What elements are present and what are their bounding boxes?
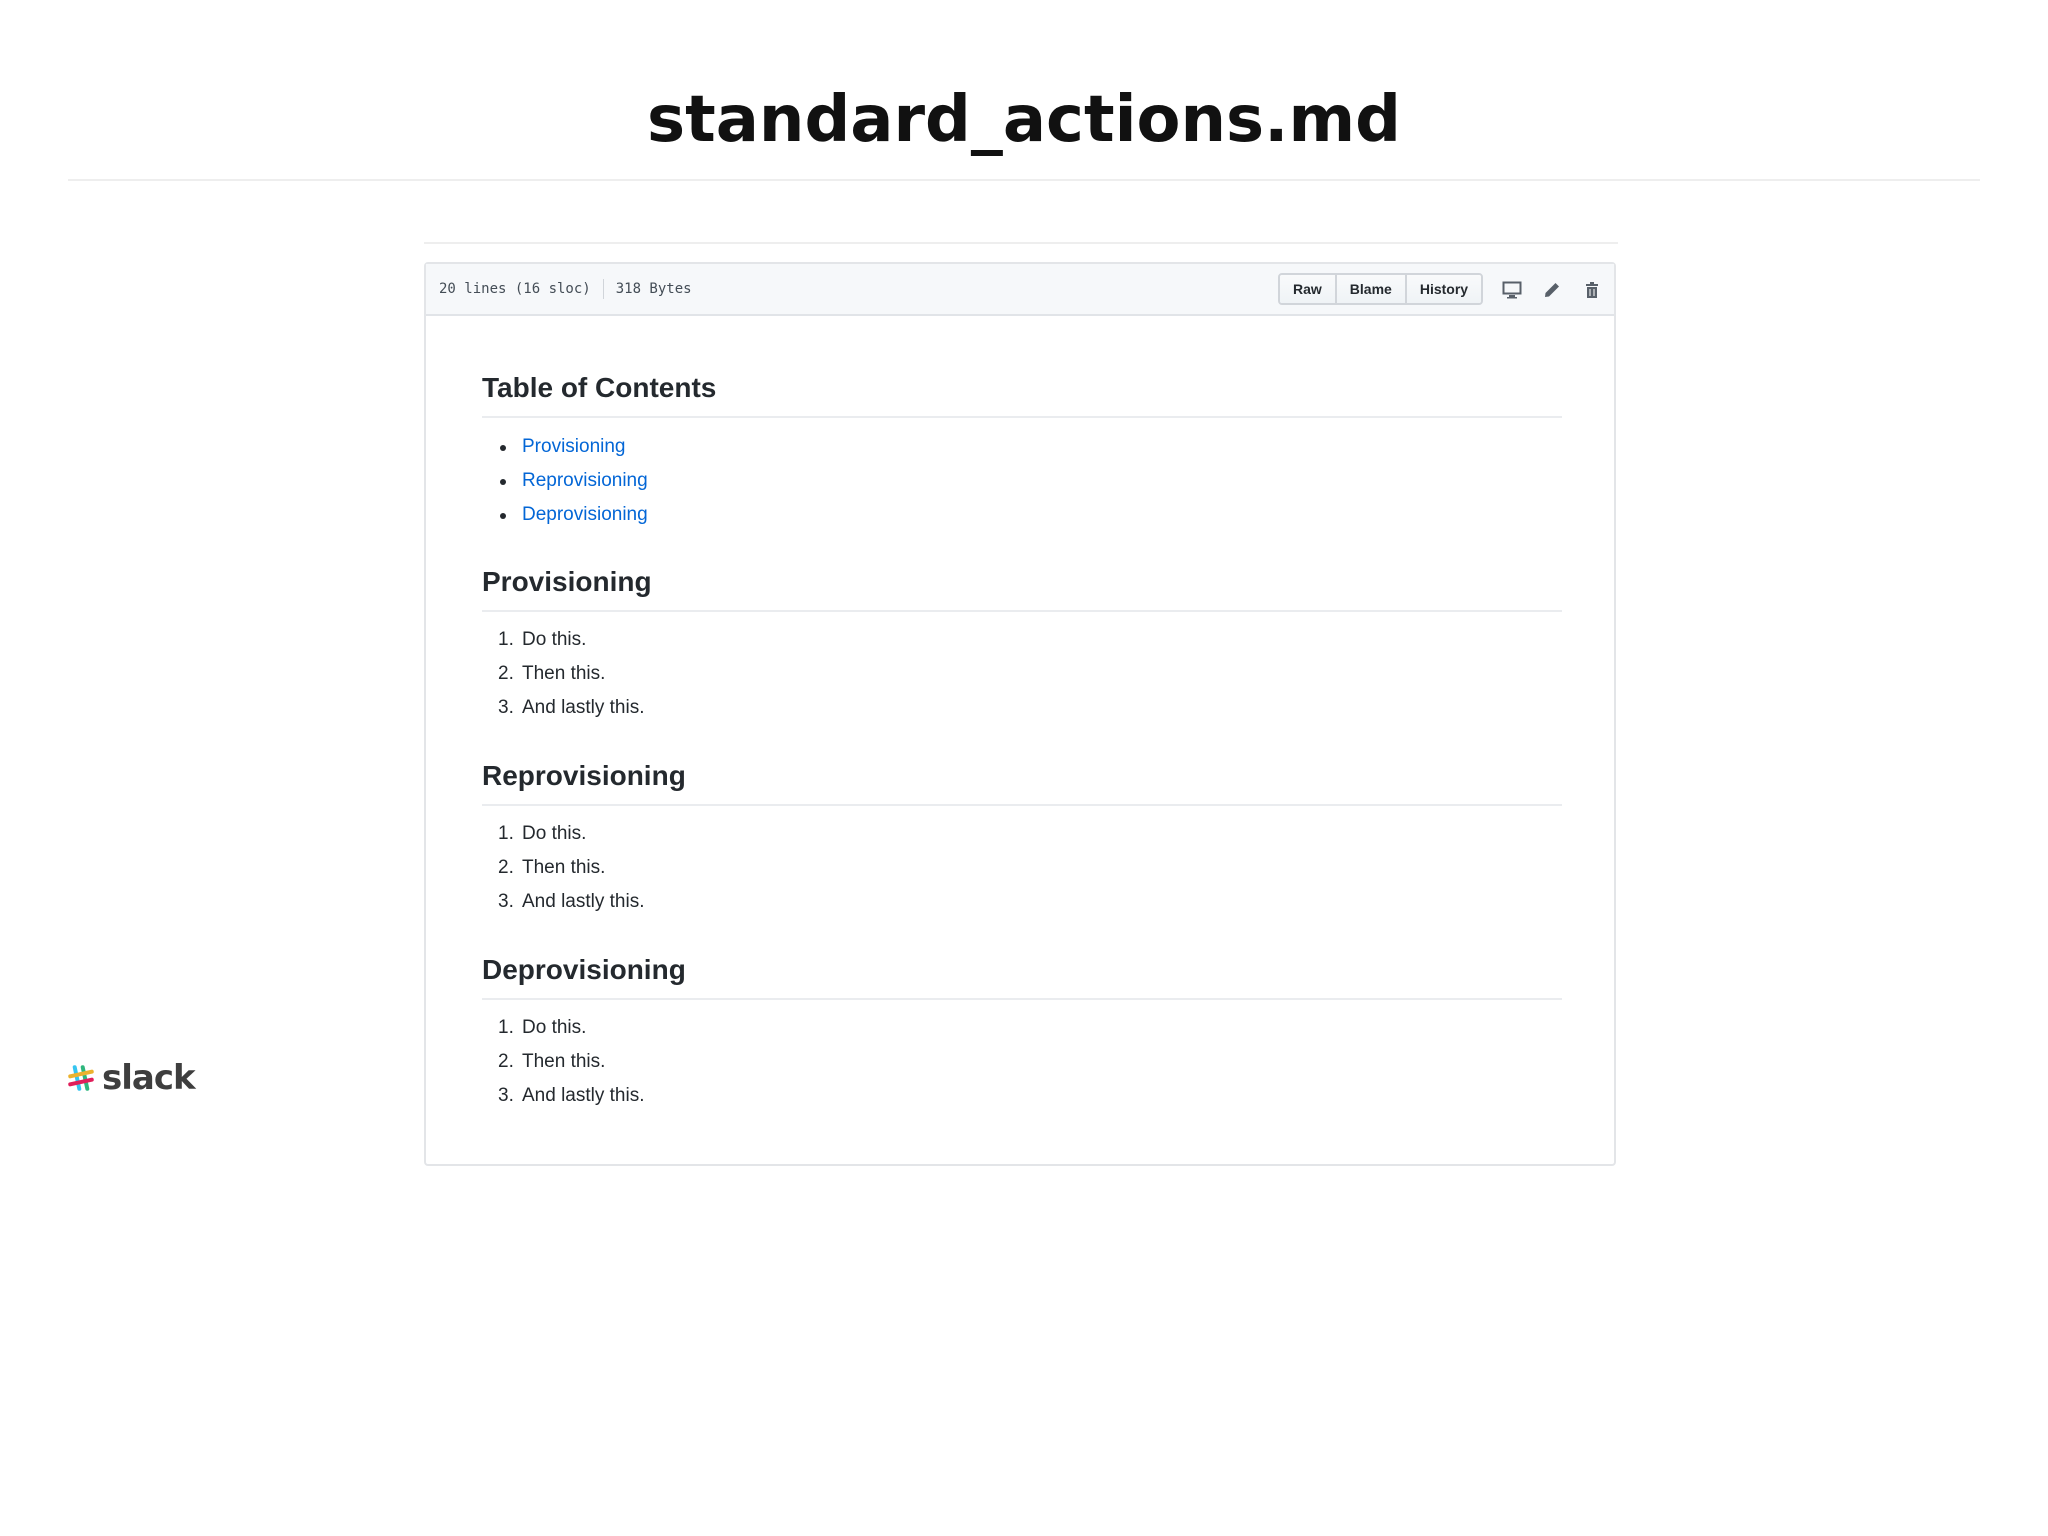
file-size: 318 Bytes — [615, 281, 692, 297]
section-heading-deprovisioning: Deprovisioning — [482, 952, 1562, 1000]
list-number: 1. — [498, 823, 514, 844]
list-item — [482, 657, 645, 691]
steps-list-provisioning — [482, 623, 645, 725]
list-item — [482, 430, 648, 464]
history-button[interactable]: History — [1407, 275, 1481, 303]
steps-list-reprovisioning — [482, 817, 645, 919]
list-item — [482, 885, 645, 919]
list-number: 2. — [498, 857, 514, 878]
bullet-marker — [500, 479, 506, 485]
steps-list-deprovisioning — [482, 1011, 645, 1113]
list-number: 2. — [498, 663, 514, 684]
title-divider — [68, 179, 1980, 181]
bullet-marker — [500, 445, 506, 451]
toc-link-provisioning[interactable]: Provisioning — [522, 436, 626, 457]
step-text: Then this. — [522, 663, 606, 684]
section-heading-provisioning: Provisioning — [482, 564, 1562, 612]
file-info — [439, 279, 692, 299]
list-item — [482, 464, 648, 498]
step-text: Then this. — [522, 1051, 606, 1072]
step-text: Then this. — [522, 857, 606, 878]
desktop-icon[interactable] — [1500, 278, 1524, 302]
list-number: 3. — [498, 697, 514, 718]
blame-button[interactable]: Blame — [1337, 275, 1407, 303]
list-item — [482, 623, 645, 657]
step-text: And lastly this. — [522, 697, 645, 718]
slack-logo — [66, 1058, 195, 1098]
list-item — [482, 498, 648, 532]
section-heading-reprovisioning: Reprovisioning — [482, 758, 1562, 806]
list-item — [482, 1011, 645, 1045]
list-item — [482, 1079, 645, 1113]
file-info-divider — [603, 279, 604, 299]
list-number: 3. — [498, 891, 514, 912]
list-item — [482, 691, 645, 725]
file-viewer-panel — [424, 262, 1616, 1166]
toc-list — [482, 430, 648, 532]
list-number: 1. — [498, 1017, 514, 1038]
toc-link-deprovisioning[interactable]: Deprovisioning — [522, 504, 648, 525]
step-text: Do this. — [522, 823, 587, 844]
line-count: 20 lines (16 sloc) — [439, 281, 591, 297]
slide-title: standard_actions.md — [647, 83, 1401, 157]
file-actions-button-group — [1278, 273, 1483, 305]
panel-top-divider — [424, 242, 1618, 244]
slack-hash-icon — [66, 1063, 96, 1093]
step-text: And lastly this. — [522, 1085, 645, 1106]
raw-button[interactable]: Raw — [1280, 275, 1337, 303]
list-number: 1. — [498, 629, 514, 650]
step-text: Do this. — [522, 1017, 587, 1038]
pencil-icon[interactable] — [1540, 278, 1564, 302]
list-number: 2. — [498, 1051, 514, 1072]
trash-icon[interactable] — [1580, 278, 1604, 302]
list-number: 3. — [498, 1085, 514, 1106]
list-item — [482, 817, 645, 851]
list-item — [482, 851, 645, 885]
slack-wordmark: slack — [102, 1058, 195, 1098]
step-text: Do this. — [522, 629, 587, 650]
step-text: And lastly this. — [522, 891, 645, 912]
toc-heading: Table of Contents — [482, 370, 1562, 418]
file-header — [426, 264, 1614, 316]
toc-link-reprovisioning[interactable]: Reprovisioning — [522, 470, 648, 491]
bullet-marker — [500, 513, 506, 519]
list-item — [482, 1045, 645, 1079]
